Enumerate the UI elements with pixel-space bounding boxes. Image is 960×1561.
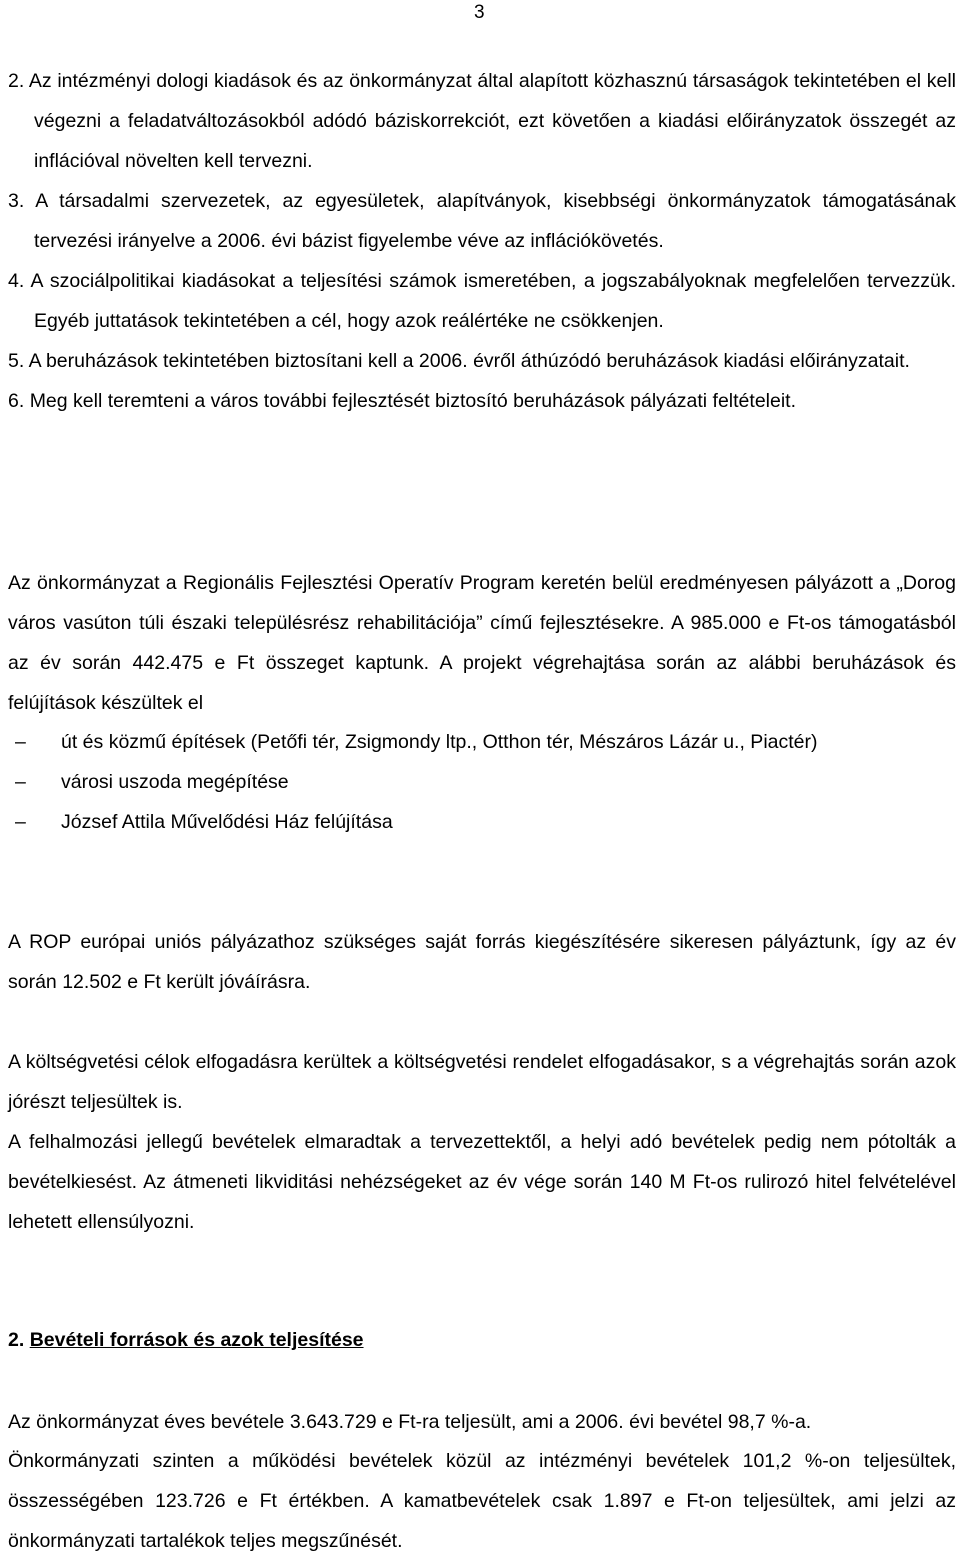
dash-bullet: – [15,771,26,793]
bullet-text: József Attila Művelődési Ház felújítása [61,811,393,833]
revenue-paragraph-2: Önkormányzati szinten a működési bevételek közül az intézményi bevételek 101,2 %-on teljesültek, összességében 123.726 e Ft értékben. A kamatbevételek csak 1.897 e Ft-on teljesültek, ami jelzi az önkormányzati tartalékok teljes megszűnését. [8,1450,956,1552]
list-item [8,381,956,421]
budget-paragraph-2: A felhalmozási jellegű bevételek elmaradtak a tervezettektől, a helyi adó bevételek pedig nem pótolták a bevételkiesést. Az átmeneti likviditási nehézségeket az év vége során 140 M Ft-os rulirozó hitel felvételével lehetett ellensúlyozni. [8,1131,956,1233]
list-number: 3. [8,190,25,212]
bullet-item [8,722,956,762]
list-item [8,261,956,341]
bullet-text: városi uszoda megépítése [61,771,289,793]
page-number: 3 [474,2,485,23]
list-item [8,181,956,261]
bullet-text: út és közmű építések (Petőfi tér, Zsigmondy ltp., Otthon tér, Mészáros Lázár u., Piactér) [61,731,818,753]
list-number: 4. [8,270,25,292]
list-number: 6. [8,390,25,412]
rop-self-funding-paragraph: A ROP európai uniós pályázathoz szükséges saját forrás kiegészítésére sikeresen pályáztunk, így az év során 12.502 e Ft került jóváírásra. [8,931,956,993]
section-heading [8,1320,364,1360]
list-number: 2. [8,70,25,92]
list-text: A beruházások tekintetében biztosítani kell a 2006. évről áthúzódó beruházások kiadási előirányzatait. [28,350,910,372]
dash-bullet: – [15,811,26,833]
numbered-list [8,61,956,421]
list-text: A szociálpolitikai kiadásokat a teljesítési számok ismeretében, a jogszabályoknak megfelelően tervezzük. Egyéb juttatások tekintetében a cél, hogy azok reálértéke ne csökkenjen. [30,270,956,332]
list-text: Meg kell teremteni a város további fejlesztését biztosító beruházások pályázati feltételeit. [29,390,797,412]
budget-paragraph-1: A költségvetési célok elfogadásra kerültek a költségvetési rendelet elfogadásakor, s a végrehajtás során azok jórészt teljesültek is. [8,1051,956,1113]
list-number: 5. [8,350,25,372]
dash-bullet: – [15,731,26,753]
bullet-item [8,762,956,802]
section-title: Bevételi források és azok teljesítése [29,1329,364,1351]
list-item [8,61,956,181]
list-item [8,341,956,381]
revenue-paragraph-1: Az önkormányzat éves bevétele 3.643.729 e Ft-ra teljesült, ami a 2006. évi bevétel 98,7 %-a. [8,1411,812,1433]
list-text: Az intézményi dologi kiadások és az önkormányzat által alapított közhasznú társaságok tekintetében el kell végezni a feladatváltozásokból adódó báziskorrekciót, ezt követően a kiadási előirányzatok összegét az inflációval növelten kell tervezni. [28,70,956,172]
list-text: A társadalmi szervezetek, az egyesületek, alapítványok, kisebbségi önkormányzatok támogatásának tervezési irányelve a 2006. évi bázist figyelembe véve az inflációkövetés. [34,190,957,252]
rop-paragraph: Az önkormányzat a Regionális Fejlesztési Operatív Program keretén belül eredményesen pályázott a „Dorog város vasúton túli északi településrész rehabilitációja” című fejlesztésekre. A 985.000 e Ft-os támogatásból az év során 442.475 e Ft összeget kaptunk. A projekt végrehajtása során az alábbi beruházások és felújítások készültek el [8,572,956,714]
section-number: 2. [8,1329,25,1351]
bullet-item [8,802,956,842]
bullet-list [8,722,956,842]
